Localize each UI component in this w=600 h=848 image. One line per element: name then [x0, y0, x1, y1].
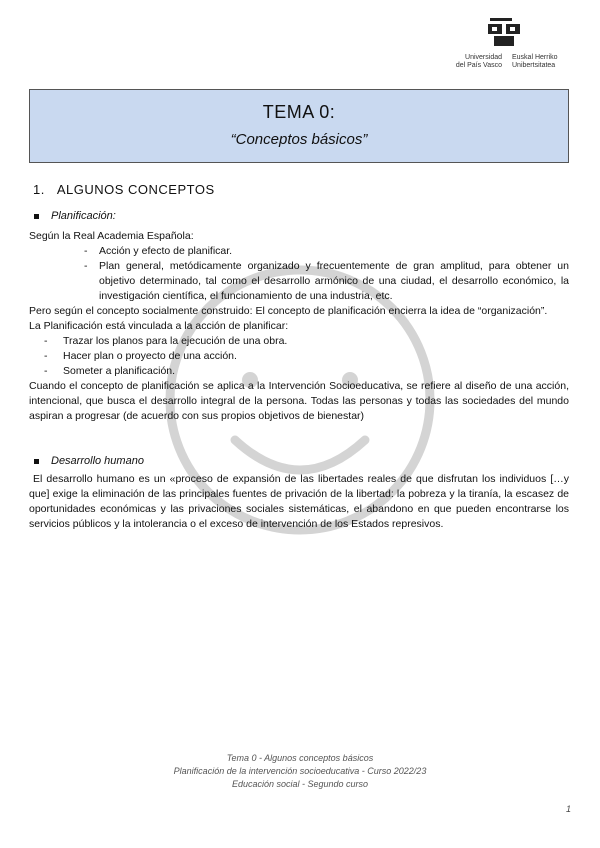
subheading-desarrollo: Desarrollo humano	[34, 455, 144, 467]
list-item: - Trazar los planos para la ejecución de una obra.	[44, 335, 288, 347]
socioeducativa-text: Cuando el concepto de planificación se aplica a la Intervención Socioeducativa, se refiere al diseño de una acción, intencional, que busca el desarrollo integral de la persona. Todas las personas y todas las sociedades del mundo aspiran a progresar (de acuerdo con sus propios objetivos de bienestar)	[29, 380, 569, 422]
rae-intro: Según la Real Academia Española:	[29, 230, 194, 242]
university-emblem-icon	[486, 18, 526, 48]
page-footer: Tema 0 - Algunos conceptos básicos Planificación de la intervención socioeducativa - Curso 2022/23 Educación social - Segundo curso	[173, 753, 427, 789]
vinculada-text: La Planificación está vinculada a la acción de planificar:	[29, 320, 289, 332]
list-item: - Acción y efecto de planificar.	[84, 245, 233, 257]
desarrollo-body: El desarrollo humano es un «proceso de expansión de las libertades reales de que disfrutan los individuos […y que] exige la eliminación de las principales fuentes de privación de la libertad: la pobreza y la tiranía, la escasez de oportunidades económicas y las privaciones sociales sistemáticas, el abandono en que pueden encontrarse los servicios públicos y la intolerancia o el exceso de intervención de los Estados represivos.	[29, 473, 569, 530]
title-box	[29, 89, 569, 163]
social-concept: Pero según el concepto socialmente construido: El concepto de planificación encierra la idea de “organización”.	[29, 305, 548, 317]
square-bullet-icon	[34, 459, 39, 464]
logo-text-spanish: Universidad del País Vasco	[455, 54, 502, 69]
logo-text-basque: Euskal Herriko Unibertsitatea	[512, 54, 558, 69]
planificacion-body	[29, 229, 569, 424]
university-logo	[442, 14, 572, 74]
title-line-1: TEMA 0:	[262, 102, 336, 122]
section-title: ALGUNOS CONCEPTOS	[56, 182, 215, 197]
list-item: - Plan general, metódicamente organizado y frecuentemente de gran amplitud, para obtener un objetivo determinado, tal como el desarrollo armónico de una ciudad, el desarrollo económico, la investigación científica, el funcionamiento de una industria, etc.	[84, 260, 569, 302]
list-item: - Hacer plan o proyecto de una acción.	[44, 350, 237, 362]
section-heading	[33, 182, 215, 197]
title-line-2: “Conceptos básicos”	[230, 131, 368, 148]
list-item: - Someter a planificación.	[44, 365, 176, 377]
section-number: 1.	[33, 182, 45, 197]
page-number: 1	[566, 804, 572, 814]
square-bullet-icon	[34, 214, 39, 219]
subheading-planificacion: Planificación:	[34, 210, 116, 222]
